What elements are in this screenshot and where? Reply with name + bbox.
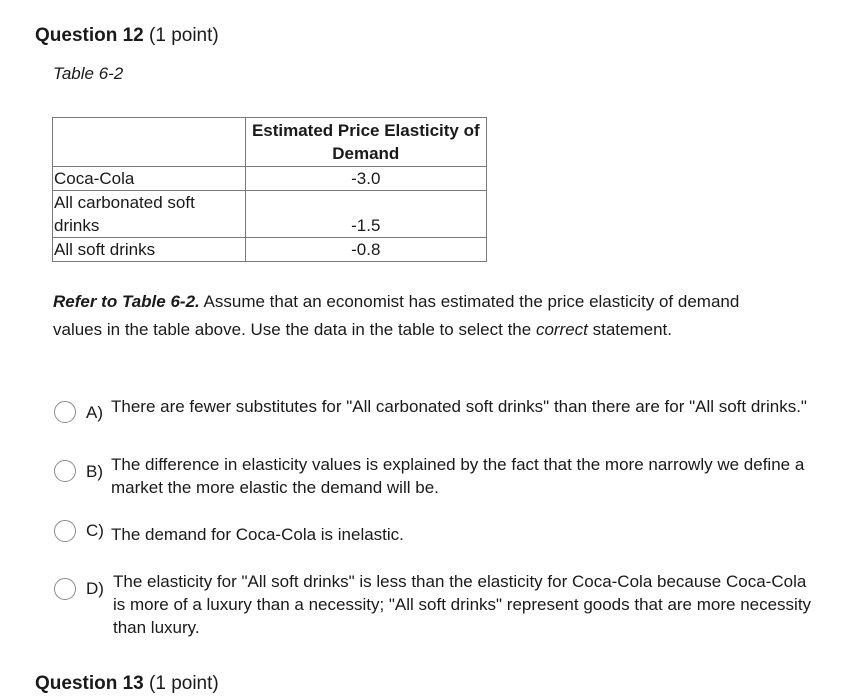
stem-text: Assume that an economist has estimated the price elasticity of demand values in the table above. Use the data in the table to select the bbox=[53, 292, 740, 339]
table-row bbox=[53, 167, 487, 191]
option-b[interactable] bbox=[54, 455, 814, 505]
radio-button-a[interactable] bbox=[54, 401, 76, 423]
option-text[interactable]: There are fewer substitutes for "All carbonated soft drinks" than there are for "All soft drinks." bbox=[111, 397, 807, 416]
next-question-header bbox=[35, 672, 219, 696]
stem-emphasis: correct bbox=[535, 320, 588, 339]
option-letter: B) bbox=[86, 462, 103, 481]
next-question-points: (1 point) bbox=[149, 673, 219, 694]
table-row bbox=[53, 191, 487, 238]
option-c[interactable] bbox=[54, 520, 814, 548]
option-letter: A) bbox=[86, 403, 103, 422]
table-row-label: Coca-Cola bbox=[53, 167, 246, 191]
stem-text-end: statement. bbox=[587, 320, 673, 339]
table-row-label: All carbonated soft drinks bbox=[53, 191, 246, 238]
option-letter: D) bbox=[86, 579, 104, 598]
question-stem bbox=[53, 288, 773, 344]
option-text[interactable]: The elasticity for "All soft drinks" is less than the elasticity for Coca-Cola because Coca-Cola is more of a luxury than a necessity; "All soft drinks" represent goods that are more necessity than luxury. bbox=[113, 572, 812, 637]
question-number: Question 12 bbox=[35, 25, 144, 46]
radio-button-b[interactable] bbox=[54, 460, 76, 482]
table-header-elasticity: Estimated Price Elasticity of Demand bbox=[245, 118, 486, 167]
stem-reference: Refer to Table 6-2. bbox=[53, 292, 200, 311]
option-d[interactable] bbox=[54, 572, 814, 642]
next-question-number: Question 13 bbox=[35, 673, 144, 694]
table-row bbox=[53, 238, 487, 262]
option-letter: C) bbox=[86, 521, 104, 540]
table-header-empty bbox=[53, 118, 246, 167]
radio-button-c[interactable] bbox=[54, 520, 76, 542]
option-text[interactable]: The difference in elasticity values is explained by the fact that the more narrowly we define a market the more elastic the demand will be. bbox=[111, 455, 805, 497]
elasticity-table bbox=[52, 117, 487, 262]
question-points: (1 point) bbox=[149, 25, 219, 46]
table-caption: Table 6-2 bbox=[53, 64, 124, 83]
table-row-value: -1.5 bbox=[245, 191, 486, 238]
option-text[interactable]: The demand for Coca-Cola is inelastic. bbox=[111, 525, 404, 544]
table-row-value: -0.8 bbox=[245, 238, 486, 262]
table-header-row bbox=[53, 118, 487, 167]
table-row-label: All soft drinks bbox=[53, 238, 246, 262]
radio-button-d[interactable] bbox=[54, 578, 76, 600]
question-header bbox=[35, 24, 219, 48]
option-a[interactable] bbox=[54, 396, 814, 446]
table-row-value: -3.0 bbox=[245, 167, 486, 191]
